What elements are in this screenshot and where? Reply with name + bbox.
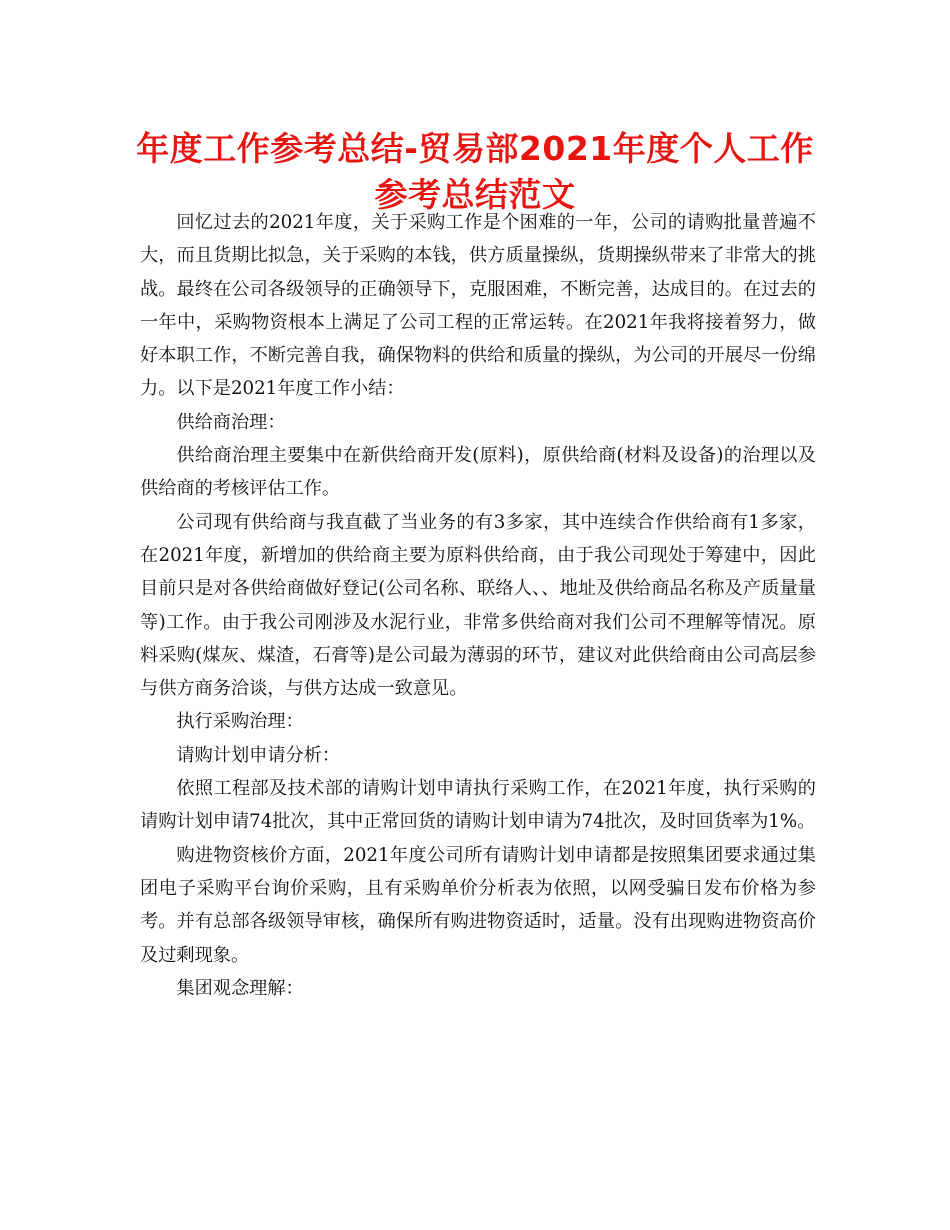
document-title: 年度工作参考总结-贸易部2021年度个人工作参考总结范文 [136,129,814,214]
paragraph-existing-suppliers: 公司现有供给商与我直截了当业务的有3多家，其中连续合作供给商有1多家，在2021年度，新增加的供给商主要为原料供给商，由于我公司现处于筹建中，因此目前只是对各供给商做好登记(公司名称、联络人、、地址及供给商品名称及产质量量等)工作。由于我公司刚涉及水泥行业，非常多供给商对我们公司不理解等情况。原料采购(煤灰、煤渣，石膏等)是公司最为薄弱的环节，建议对此供给商由公司高层参与供方商务洽谈，与供方达成一致意见。 [140,511,816,700]
section-heading-group-concept: 集团观念理解： [176,977,304,999]
section-heading-procurement: 执行采购治理： [176,711,304,733]
paragraph-pricing: 购进物资核价方面，2021年度公司所有请购计划申请都是按照集团要求通过集团电子采购平台询价采购，且有采购单价分析表为依照，以网受骗日发布价格为参考。并有总部各级领导审核，确保所有购进物资适时，适量。没有出现购进物资高价及过剩现象。 [140,844,816,966]
paragraph-request-analysis: 依照工程部及技术部的请购计划申请执行采购工作，在2021年度，执行采购的请购计划申请74批次，其中正常回货的请购计划申请为74批次，及时回货率为1%。 [140,778,816,833]
section-heading-request-analysis: 请购计划申请分析： [176,744,341,766]
paragraph-intro: 回忆过去的2021年度，关于采购工作是个困难的一年，公司的请购批量普遍不大，而且货期比拟急，关于采购的本钱，供方质量操纵，货期操纵带来了非常大的挑战。最终在公司各级领导的正确领导下，克服困难，不断完善，达成目的。在过去的一年中，采购物资根本上满足了公司工程的正常运转。在2021年我将接着努力，做好本职工作，不断完善自我，确保物料的供给和质量的操纵，为公司的开展尽一份绵力。以下是2021年度工作小结： [140,212,816,400]
section-heading-supplier-management: 供给商治理： [176,411,286,433]
document-body [140,206,816,1005]
paragraph-supplier-management: 供给商治理主要集中在新供给商开发(原料)，原供给商(材料及设备)的治理以及供给商的考核评估工作。 [140,445,816,500]
